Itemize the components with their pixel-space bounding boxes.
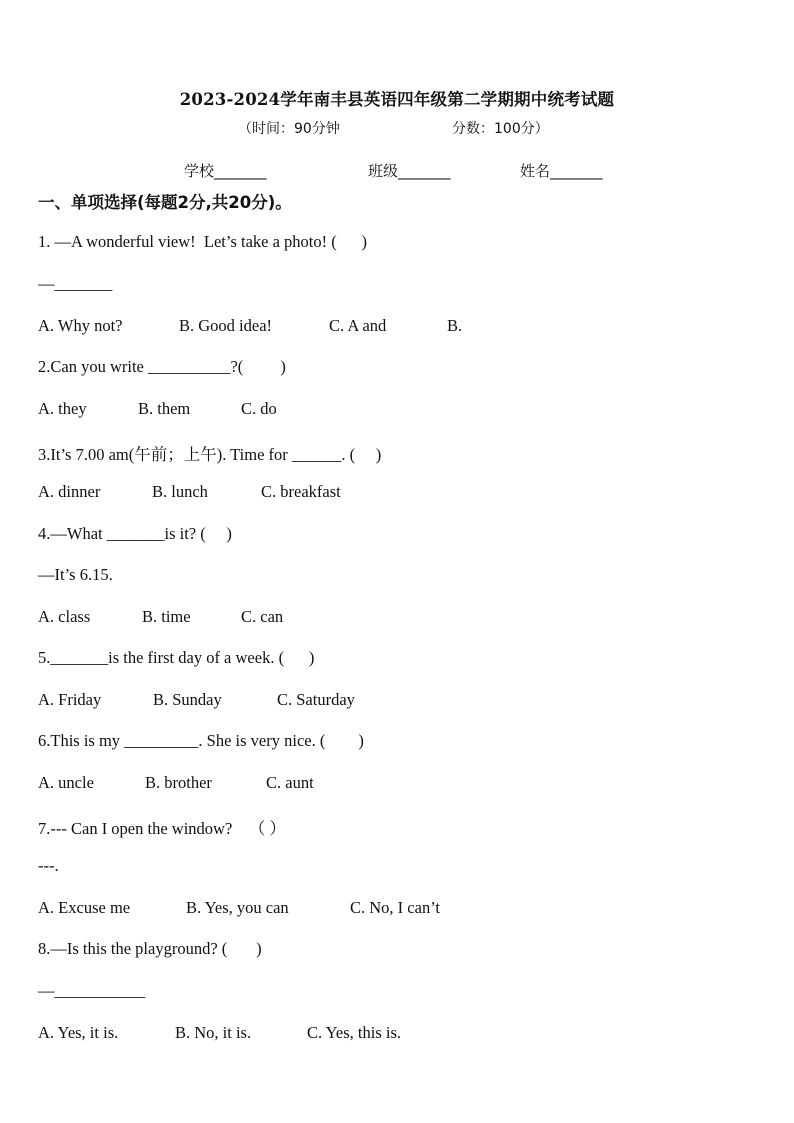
question-1-option-a: A. Why not? <box>38 316 123 335</box>
question-7-option-c: C. No, I can’t <box>350 898 440 917</box>
question-6-option-b: B. brother <box>145 773 212 792</box>
question-4-stem: 4.—What _______is it? ( ) <box>38 524 232 543</box>
question-3-option-b: B. lunch <box>152 482 208 501</box>
question-6-stem: 6.This is my _________. She is very nice. ( ) <box>38 731 364 750</box>
question-7-option-b: B. Yes, you can <box>186 898 289 917</box>
name-field: 姓名_______ <box>520 162 603 180</box>
question-1-option-b: B. Good idea! <box>179 316 273 335</box>
school-field: 学校_______ <box>184 162 267 180</box>
question-2-option-c: C. do <box>241 399 277 418</box>
question-4-option-a: A. class <box>38 607 91 626</box>
question-4-option-c: C. can <box>241 607 284 626</box>
question-5-stem: 5._______is the first day of a week. ( ) <box>38 648 315 667</box>
question-8-option-c: C. Yes, this is. <box>307 1023 401 1042</box>
question-8-option-b: B. No, it is. <box>175 1023 252 1042</box>
class-field: 班级_______ <box>368 162 451 180</box>
question-1-reply: —_______ <box>38 274 113 293</box>
question-2-option-a: A. they <box>38 399 87 418</box>
question-1-option-d: B. <box>447 316 463 335</box>
question-8-option-a: A. Yes, it is. <box>38 1023 119 1042</box>
question-5-option-b: B. Sunday <box>153 690 222 709</box>
exam-time: （时间：90分钟 <box>238 121 340 137</box>
question-4-option-b: B. time <box>142 607 191 626</box>
page-title: 2023-2024学年南丰县英语四年级第二学期期中统考试题 <box>179 90 615 109</box>
question-3-stem: 3.It’s 7.00 am(午前；上午). Time for ______. ( ) <box>38 445 382 464</box>
section-heading: 一、单项选择(每题2分,共20分)。 <box>38 193 292 212</box>
question-2-option-b: B. them <box>138 399 191 418</box>
question-8-stem: 8.—Is this the playground? ( ) <box>38 939 262 958</box>
question-3-option-a: A. dinner <box>38 482 101 501</box>
question-5-option-a: A. Friday <box>38 690 102 709</box>
question-3-option-c: C. breakfast <box>261 482 341 501</box>
exam-score: 分数：100分） <box>452 121 549 137</box>
question-1-stem: 1. —A wonderful view! Let’s take a photo! ( ) <box>38 232 368 251</box>
question-7-option-a: A. Excuse me <box>38 898 131 917</box>
question-7-reply: ---. <box>38 856 59 875</box>
question-4-reply: —It’s 6.15. <box>38 565 113 584</box>
question-6-option-c: C. aunt <box>266 773 314 792</box>
question-5-option-c: C. Saturday <box>277 690 355 709</box>
question-6-option-a: A. uncle <box>38 773 94 792</box>
question-2-stem: 2.Can you write __________?( ) <box>38 357 286 376</box>
question-8-reply: —___________ <box>38 981 146 1000</box>
question-1-option-c: C. A and <box>329 316 387 335</box>
question-7-stem: 7.--- Can I open the window? （ ） <box>38 819 286 838</box>
